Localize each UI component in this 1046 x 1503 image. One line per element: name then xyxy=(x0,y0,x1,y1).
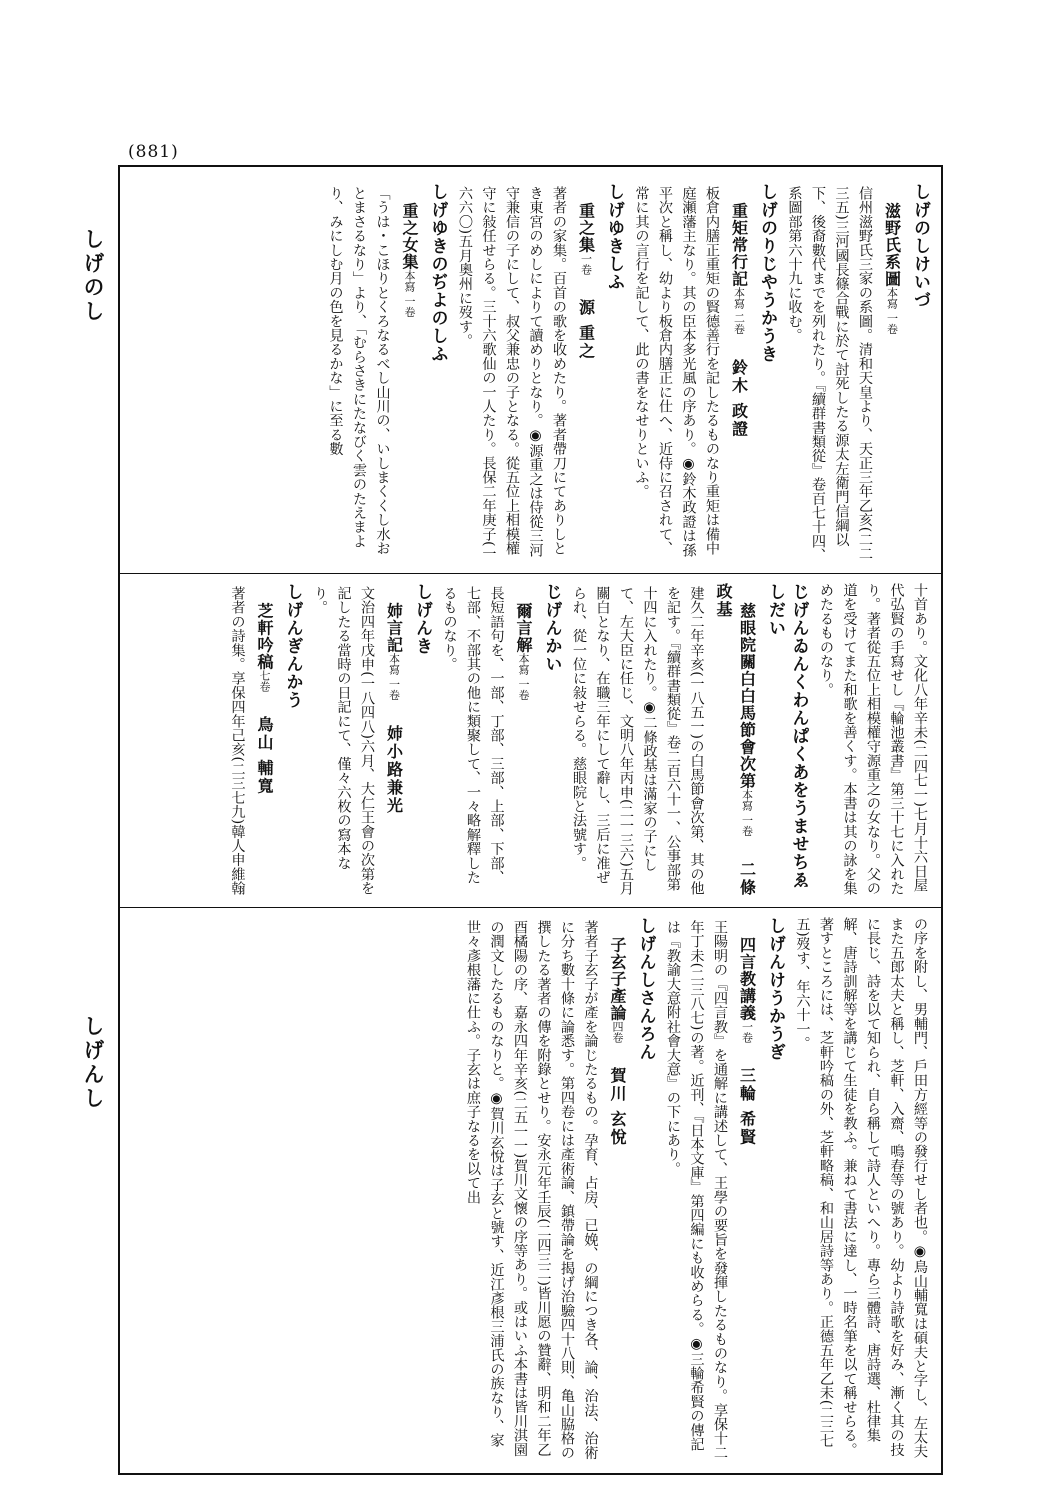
text-section-1 xyxy=(120,175,941,573)
entry-body: 十首あり。文化八年辛未(二四七一)七月十六日屋代弘賢の手寫せし『輪池叢書』第三十七に入れたり。著者從五位上相模權守源重之の女なり。父の道を受けてまた和歌を善くす。本書は其の詠を集めたるものなり。 xyxy=(818,583,928,896)
entry-heading: しげんけうかうぎ xyxy=(765,917,785,1061)
margin-label-bottom: しげんし xyxy=(81,1015,105,1111)
dictionary-entry xyxy=(661,917,787,1464)
entry-title: 重之女集 xyxy=(400,202,419,271)
entry-title-line xyxy=(398,183,422,565)
entry-heading: しげんき xyxy=(412,583,432,655)
dictionary-entry xyxy=(629,183,778,565)
entry-body: 著者の詩集。享保四年己亥(二三七九)韓人申維翰 xyxy=(229,585,246,896)
entry-author: 源 重之 xyxy=(576,299,596,361)
entry-author: 鈴木 政證 xyxy=(729,358,749,439)
entry-body: 建久二年辛亥(一八五一)の白馬節會次第、其の他を記す。『續群書類從』卷二百六十一、公事部第十四に入れたり。◉二條政基は滿家の子にして、左大臣に任じ、文明八年丙申(二一三六)五月關白となり、在職三年にして辭し、三后に准ぜられ、從一位に敍せらる。慈眼院と法號す。 xyxy=(571,585,705,896)
entry-title: 爾言解 xyxy=(514,602,533,654)
entry-heading: しげんぎんかう xyxy=(282,583,303,709)
entry-volumes: 一卷 xyxy=(740,1021,754,1044)
entry-volumes: 本寫 二卷 xyxy=(732,287,746,335)
entry-volumes: 本寫 一卷 xyxy=(885,287,899,335)
entry-title: 姉言記 xyxy=(384,602,404,654)
entry-title-line xyxy=(253,583,277,897)
dictionary-entry xyxy=(308,583,434,897)
entry-volumes: 一卷 xyxy=(579,253,593,276)
entry-title: 重矩常行記 xyxy=(729,202,749,288)
entry-title: 慈眼院關白白馬節會次第 xyxy=(737,602,757,790)
entry-heading: じげんゐんくわんぱくあをうませちゑしだい xyxy=(765,583,809,889)
entry-volumes: 本寫 一卷 xyxy=(403,270,416,318)
entry-title-line xyxy=(512,583,536,897)
dictionary-entry xyxy=(453,183,626,565)
dictionary-entry xyxy=(782,183,931,565)
entry-body: 板倉内膳正重矩の賢德善行を記したるものなり重矩は備中庭瀬藩主なり。其の臣本多光風の序あり。◉鈴木政證は孫平次と稱し、幼より板倉内膳正に仕へ、近侍に召されて、常に其の言行を記して、此の書をなせりといふ。 xyxy=(633,185,720,557)
section-divider xyxy=(120,573,941,574)
page-number: (881) xyxy=(128,142,179,162)
entry-heading: しげゆきのぢよのしふ xyxy=(427,183,448,363)
dictionary-entry xyxy=(461,917,657,1464)
entry-author: 賀川 玄悅 xyxy=(608,1067,627,1147)
entry-title: 子玄子產論 xyxy=(608,936,627,1022)
dictionary-entry xyxy=(225,583,304,897)
page-frame xyxy=(118,165,943,1475)
entry-title-line xyxy=(727,183,751,565)
dictionary-entry xyxy=(323,183,449,565)
entry-title: 滋野氏系圖 xyxy=(882,202,902,288)
entry-title-line xyxy=(606,917,630,1464)
dictionary-entry xyxy=(814,583,932,897)
entry-body: 著者子玄子が產を論じたるもの。孕育、占房、已娩、の綱につき各、論、治法、治術に分ち數十條に論悉す。第四卷には產術論、鎮帶論を揭げ治驗四十八則、亀山脇格の撰したる著者の傳を附錄とせり。安永元年壬辰(二四三二)皆川愿の贊辭、明和二年乙酉橘陽の序、嘉永四年辛亥(二五一一)賀川文懷の序等あり。或はいふ本書は皆川淇園の潤文したるものなりと。◉賀川玄悅は子玄と號す、近江彥根三浦氏の族なり、家世々彥根藩に仕ふ。子玄は庶子なるを以て出 xyxy=(465,919,599,1460)
entry-volumes: 本寫 一卷 xyxy=(517,653,530,701)
entry-volumes: 本寫 一卷 xyxy=(387,653,401,701)
entry-heading: しげのしけいづ xyxy=(910,183,930,309)
entry-heading: じげんかい xyxy=(541,583,562,673)
entry-volumes: 四卷 xyxy=(611,1021,624,1044)
entry-body: 「うは・こほりとくろなるべし山川の、いしまくくし水おとまさるなり」より、「むらさきにたなびく雲のたえまより、みにしむ月の色を見るかな」に至る數 xyxy=(327,185,391,556)
entry-title-line xyxy=(574,183,598,565)
text-section-2 xyxy=(120,575,941,905)
entry-title-line xyxy=(712,583,759,897)
entry-body: 長短語句を、一部、丁部、三部、上部、下部、七部、不部其の他に類聚して、一々略解釋したるものなり。 xyxy=(441,585,505,885)
entry-author: 姉小路兼光 xyxy=(384,724,404,815)
entry-author: 鳥山 輔寬 xyxy=(255,716,274,796)
entry-author: 二條 政基 xyxy=(714,583,757,897)
entry-volumes: 七卷 xyxy=(258,670,271,693)
margin-label-top: しげのし xyxy=(81,228,105,324)
entry-title-line xyxy=(735,917,759,1464)
dictionary-entry xyxy=(437,583,563,897)
entry-body: の序を附し、男輔門、戶田方經等の發行せし者也。◉鳥山輔寬は碩夫と字し、左太夫また五郎太夫と稱し、芝軒、入齋、鳴春等の號あり。幼より詩歌を好み、漸く其の技に長じ、詩を以て知られ、自ら稱して詩人といへり。專ら三體詩、唐詩選、杜律集解、唐詩訓解等を講じて生徒を教ふ。兼ねて書法に達し、一時名筆を以て稱せらる。著すところには、芝軒吟稿の外、芝軒略稿、和山居詩等あり。正德五年乙未(二三七五)歿す、年六十一。 xyxy=(794,917,928,1459)
entry-body: 著者の家集。百首の歌を收めたり。著者帶刀にてありしとき東宮のめしによりて讀めりとなり。◉源重之は侍從三河守兼信の子にして、叔父兼忠の子となる。從五位上相模權守に敍任せらる。三十六歌仙の一人たり。長保二年庚子(一六六〇)五月奧州に歿す。 xyxy=(457,185,567,561)
entry-title-line xyxy=(880,183,904,565)
text-section-3 xyxy=(120,909,941,1472)
entry-body: 信州滋野氏三家の系圖。清和天皇より、天正三年乙亥(二二三五)三河國長篠合戰に於て討死したる源太左衛門信綱以下、後裔數代までを列れたり。『續群書類從』卷百七十四、系圖部第六十九に收む。 xyxy=(786,185,873,563)
dictionary-entry xyxy=(567,583,810,897)
entry-heading: しげゆきしふ xyxy=(604,183,624,291)
entry-author: 三輪 希賢 xyxy=(737,1067,757,1147)
entry-heading: しげのりじやうかうき xyxy=(757,183,777,363)
entry-volumes: 本寫 一卷 xyxy=(740,789,754,837)
entry-title-line xyxy=(382,583,406,897)
dictionary-entry xyxy=(790,917,931,1464)
entry-heading: しげんしさんろん xyxy=(635,917,656,1061)
entry-title: 四言教講義 xyxy=(737,936,757,1022)
entry-title: 重之集 xyxy=(576,202,596,254)
section-divider xyxy=(120,907,941,908)
entry-body: 王陽明の『四言教』を通解に講述して、王學の要旨を發揮したるものなり。享保十二年丁未(二三八七)の著。近刊、『日本文庫』第四編にも收めらる。◉三輪希賢の傳記は『教諭大意附社會大意』の下にあり。 xyxy=(665,919,728,1460)
entry-body: 文治四年戊申(一八四八)六月、大仁王會の次第を記したる當時の日記にて、僅々六枚の寫本なり。 xyxy=(312,585,375,896)
entry-title: 芝軒吟稿 xyxy=(255,602,274,671)
